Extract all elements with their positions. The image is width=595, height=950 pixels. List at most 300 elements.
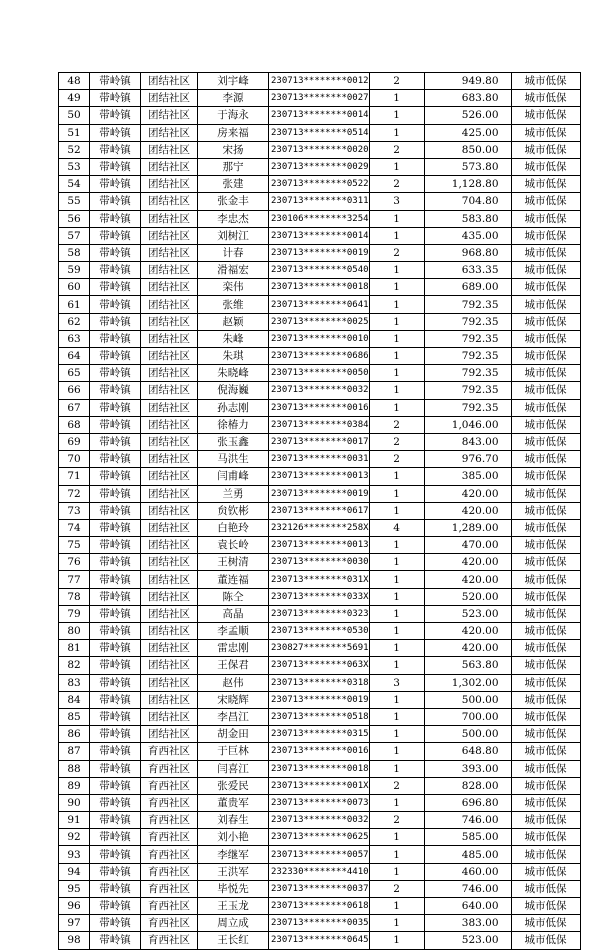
community-cell: 育西社区 — [141, 760, 198, 777]
town-cell: 带岭镇 — [90, 880, 141, 897]
community-cell: 团结社区 — [141, 571, 198, 588]
name-cell: 徐椿力 — [198, 416, 269, 433]
household-count-cell: 1 — [369, 794, 424, 811]
row-number: 52 — [59, 141, 90, 158]
name-cell: 兰勇 — [198, 485, 269, 502]
row-number: 51 — [59, 124, 90, 141]
id-number-cell: 230713********0057 — [269, 846, 370, 863]
town-cell: 带岭镇 — [90, 812, 141, 829]
town-cell: 带岭镇 — [90, 193, 141, 210]
amount-cell: 435.00 — [424, 227, 511, 244]
table-row — [59, 141, 581, 158]
id-number-cell: 230713********0073 — [269, 794, 370, 811]
town-cell: 带岭镇 — [90, 898, 141, 915]
community-cell: 团结社区 — [141, 193, 198, 210]
table-row — [59, 932, 581, 949]
assistance-type-cell: 城市低保 — [511, 537, 580, 554]
household-count-cell: 2 — [369, 451, 424, 468]
amount-cell: 792.35 — [424, 348, 511, 365]
household-count-cell: 1 — [369, 829, 424, 846]
household-count-cell: 1 — [369, 623, 424, 640]
household-count-cell: 1 — [369, 502, 424, 519]
assistance-type-cell: 城市低保 — [511, 485, 580, 502]
id-number-cell: 230713********0025 — [269, 313, 370, 330]
row-number: 48 — [59, 73, 90, 90]
household-count-cell: 1 — [369, 330, 424, 347]
row-number: 72 — [59, 485, 90, 502]
household-count-cell: 2 — [369, 812, 424, 829]
name-cell: 高晶 — [198, 605, 269, 622]
id-number-cell: 230713********033X — [269, 588, 370, 605]
table-row — [59, 296, 581, 313]
name-cell: 李继军 — [198, 846, 269, 863]
table-row — [59, 537, 581, 554]
assistance-type-cell: 城市低保 — [511, 898, 580, 915]
row-number: 68 — [59, 416, 90, 433]
assistance-type-cell: 城市低保 — [511, 691, 580, 708]
amount-cell: 828.00 — [424, 777, 511, 794]
name-cell: 李孟顺 — [198, 623, 269, 640]
community-cell: 育西社区 — [141, 829, 198, 846]
amount-cell: 383.00 — [424, 915, 511, 932]
assistance-type-cell: 城市低保 — [511, 262, 580, 279]
amount-cell: 976.70 — [424, 451, 511, 468]
household-count-cell: 1 — [369, 915, 424, 932]
household-count-cell: 1 — [369, 657, 424, 674]
community-cell: 团结社区 — [141, 554, 198, 571]
town-cell: 带岭镇 — [90, 743, 141, 760]
household-count-cell: 1 — [369, 158, 424, 175]
name-cell: 宋扬 — [198, 141, 269, 158]
id-number-cell: 232126********258X — [269, 519, 370, 536]
household-count-cell: 1 — [369, 365, 424, 382]
row-number: 75 — [59, 537, 90, 554]
amount-cell: 843.00 — [424, 433, 511, 450]
row-number: 57 — [59, 227, 90, 244]
id-number-cell: 230713********0019 — [269, 244, 370, 261]
town-cell: 带岭镇 — [90, 708, 141, 725]
town-cell: 带岭镇 — [90, 279, 141, 296]
id-number-cell: 230713********0050 — [269, 365, 370, 382]
amount-cell: 746.00 — [424, 880, 511, 897]
id-number-cell: 230713********0032 — [269, 812, 370, 829]
community-cell: 团结社区 — [141, 708, 198, 725]
household-count-cell: 1 — [369, 571, 424, 588]
id-number-cell: 230106********3254 — [269, 210, 370, 227]
id-number-cell: 230713********0012 — [269, 73, 370, 90]
allowance-table — [58, 72, 581, 950]
name-cell: 刘小艳 — [198, 829, 269, 846]
id-number-cell: 230713********0013 — [269, 468, 370, 485]
household-count-cell: 1 — [369, 743, 424, 760]
assistance-type-cell: 城市低保 — [511, 794, 580, 811]
town-cell: 带岭镇 — [90, 416, 141, 433]
community-cell: 团结社区 — [141, 141, 198, 158]
table-row — [59, 588, 581, 605]
household-count-cell: 1 — [369, 726, 424, 743]
row-number: 60 — [59, 279, 90, 296]
id-number-cell: 230713********0019 — [269, 485, 370, 502]
name-cell: 闫喜江 — [198, 760, 269, 777]
name-cell: 张维 — [198, 296, 269, 313]
household-count-cell: 2 — [369, 433, 424, 450]
assistance-type-cell: 城市低保 — [511, 623, 580, 640]
name-cell: 周立成 — [198, 915, 269, 932]
name-cell: 雷忠刚 — [198, 640, 269, 657]
amount-cell: 420.00 — [424, 623, 511, 640]
row-number: 95 — [59, 880, 90, 897]
row-number: 58 — [59, 244, 90, 261]
id-number-cell: 230713********063X — [269, 657, 370, 674]
amount-cell: 1,128.80 — [424, 176, 511, 193]
amount-cell: 1,289.00 — [424, 519, 511, 536]
name-cell: 李忠杰 — [198, 210, 269, 227]
town-cell: 带岭镇 — [90, 262, 141, 279]
town-cell: 带岭镇 — [90, 451, 141, 468]
household-count-cell: 1 — [369, 468, 424, 485]
town-cell: 带岭镇 — [90, 554, 141, 571]
id-number-cell: 230713********0323 — [269, 605, 370, 622]
assistance-type-cell: 城市低保 — [511, 90, 580, 107]
town-cell: 带岭镇 — [90, 794, 141, 811]
table-row — [59, 158, 581, 175]
household-count-cell: 1 — [369, 296, 424, 313]
row-number: 97 — [59, 915, 90, 932]
row-number: 56 — [59, 210, 90, 227]
town-cell: 带岭镇 — [90, 73, 141, 90]
town-cell: 带岭镇 — [90, 571, 141, 588]
row-number: 76 — [59, 554, 90, 571]
table-row — [59, 468, 581, 485]
assistance-type-cell: 城市低保 — [511, 829, 580, 846]
assistance-type-cell: 城市低保 — [511, 451, 580, 468]
community-cell: 团结社区 — [141, 176, 198, 193]
household-count-cell: 2 — [369, 73, 424, 90]
name-cell: 袁长岭 — [198, 537, 269, 554]
id-number-cell: 230713********0618 — [269, 898, 370, 915]
row-number: 91 — [59, 812, 90, 829]
town-cell: 带岭镇 — [90, 588, 141, 605]
town-cell: 带岭镇 — [90, 485, 141, 502]
id-number-cell: 230713********0530 — [269, 623, 370, 640]
town-cell: 带岭镇 — [90, 657, 141, 674]
name-cell: 倪海巍 — [198, 382, 269, 399]
row-number: 88 — [59, 760, 90, 777]
name-cell: 李昌江 — [198, 708, 269, 725]
name-cell: 朱峰 — [198, 330, 269, 347]
town-cell: 带岭镇 — [90, 674, 141, 691]
household-count-cell: 1 — [369, 90, 424, 107]
id-number-cell: 230713********0035 — [269, 915, 370, 932]
name-cell: 朱晓峰 — [198, 365, 269, 382]
table-row — [59, 777, 581, 794]
amount-cell: 420.00 — [424, 571, 511, 588]
community-cell: 团结社区 — [141, 244, 198, 261]
row-number: 65 — [59, 365, 90, 382]
assistance-type-cell: 城市低保 — [511, 846, 580, 863]
row-number: 49 — [59, 90, 90, 107]
assistance-type-cell: 城市低保 — [511, 571, 580, 588]
assistance-type-cell: 城市低保 — [511, 674, 580, 691]
name-cell: 董连福 — [198, 571, 269, 588]
community-cell: 育西社区 — [141, 932, 198, 949]
id-number-cell: 230713********0518 — [269, 708, 370, 725]
name-cell: 朱琪 — [198, 348, 269, 365]
community-cell: 团结社区 — [141, 519, 198, 536]
assistance-type-cell: 城市低保 — [511, 932, 580, 949]
name-cell: 闫甫峰 — [198, 468, 269, 485]
household-count-cell: 2 — [369, 416, 424, 433]
amount-cell: 792.35 — [424, 365, 511, 382]
id-number-cell: 230713********0625 — [269, 829, 370, 846]
assistance-type-cell: 城市低保 — [511, 605, 580, 622]
table-row — [59, 451, 581, 468]
household-count-cell: 2 — [369, 880, 424, 897]
amount-cell: 520.00 — [424, 588, 511, 605]
town-cell: 带岭镇 — [90, 296, 141, 313]
row-number: 96 — [59, 898, 90, 915]
amount-cell: 696.80 — [424, 794, 511, 811]
household-count-cell: 1 — [369, 588, 424, 605]
row-number: 85 — [59, 708, 90, 725]
community-cell: 团结社区 — [141, 468, 198, 485]
id-number-cell: 230713********0514 — [269, 124, 370, 141]
table-row — [59, 829, 581, 846]
assistance-type-cell: 城市低保 — [511, 330, 580, 347]
table-row — [59, 416, 581, 433]
amount-cell: 420.00 — [424, 485, 511, 502]
id-number-cell: 230713********0522 — [269, 176, 370, 193]
id-number-cell: 230713********0686 — [269, 348, 370, 365]
row-number: 62 — [59, 313, 90, 330]
row-number: 93 — [59, 846, 90, 863]
name-cell: 于巨林 — [198, 743, 269, 760]
amount-cell: 648.80 — [424, 743, 511, 760]
amount-cell: 420.00 — [424, 554, 511, 571]
town-cell: 带岭镇 — [90, 537, 141, 554]
name-cell: 房来福 — [198, 124, 269, 141]
community-cell: 团结社区 — [141, 348, 198, 365]
id-number-cell: 230713********0645 — [269, 932, 370, 949]
community-cell: 团结社区 — [141, 365, 198, 382]
community-cell: 团结社区 — [141, 279, 198, 296]
amount-cell: 425.00 — [424, 124, 511, 141]
table-row — [59, 399, 581, 416]
table-row — [59, 279, 581, 296]
amount-cell: 633.35 — [424, 262, 511, 279]
town-cell: 带岭镇 — [90, 90, 141, 107]
table-row — [59, 433, 581, 450]
household-count-cell: 1 — [369, 227, 424, 244]
name-cell: 王洪军 — [198, 863, 269, 880]
town-cell: 带岭镇 — [90, 124, 141, 141]
amount-cell: 500.00 — [424, 691, 511, 708]
community-cell: 育西社区 — [141, 812, 198, 829]
name-cell: 刘树江 — [198, 227, 269, 244]
town-cell: 带岭镇 — [90, 433, 141, 450]
assistance-type-cell: 城市低保 — [511, 468, 580, 485]
community-cell: 育西社区 — [141, 898, 198, 915]
household-count-cell: 1 — [369, 932, 424, 949]
amount-cell: 526.00 — [424, 107, 511, 124]
row-number: 70 — [59, 451, 90, 468]
household-count-cell: 1 — [369, 537, 424, 554]
community-cell: 团结社区 — [141, 210, 198, 227]
table-row — [59, 674, 581, 691]
name-cell: 李源 — [198, 90, 269, 107]
community-cell: 团结社区 — [141, 640, 198, 657]
row-number: 71 — [59, 468, 90, 485]
assistance-type-cell: 城市低保 — [511, 365, 580, 382]
household-count-cell: 1 — [369, 313, 424, 330]
name-cell: 张建 — [198, 176, 269, 193]
household-count-cell: 1 — [369, 262, 424, 279]
town-cell: 带岭镇 — [90, 348, 141, 365]
amount-cell: 460.00 — [424, 863, 511, 880]
amount-cell: 968.80 — [424, 244, 511, 261]
row-number: 55 — [59, 193, 90, 210]
table-row — [59, 880, 581, 897]
row-number: 73 — [59, 502, 90, 519]
assistance-type-cell: 城市低保 — [511, 880, 580, 897]
town-cell: 带岭镇 — [90, 846, 141, 863]
assistance-type-cell: 城市低保 — [511, 519, 580, 536]
amount-cell: 850.00 — [424, 141, 511, 158]
name-cell: 刘春生 — [198, 812, 269, 829]
community-cell: 育西社区 — [141, 846, 198, 863]
name-cell: 毕悦先 — [198, 880, 269, 897]
table-row — [59, 73, 581, 90]
row-number: 50 — [59, 107, 90, 124]
amount-cell: 792.35 — [424, 330, 511, 347]
household-count-cell: 1 — [369, 708, 424, 725]
community-cell: 团结社区 — [141, 433, 198, 450]
table-row — [59, 640, 581, 657]
town-cell: 带岭镇 — [90, 141, 141, 158]
town-cell: 带岭镇 — [90, 760, 141, 777]
id-number-cell: 230713********0014 — [269, 107, 370, 124]
household-count-cell: 1 — [369, 399, 424, 416]
name-cell: 赵颖 — [198, 313, 269, 330]
community-cell: 团结社区 — [141, 399, 198, 416]
name-cell: 栾伟 — [198, 279, 269, 296]
community-cell: 团结社区 — [141, 588, 198, 605]
household-count-cell: 2 — [369, 244, 424, 261]
town-cell: 带岭镇 — [90, 176, 141, 193]
household-count-cell: 3 — [369, 193, 424, 210]
id-number-cell: 230713********031X — [269, 571, 370, 588]
row-number: 74 — [59, 519, 90, 536]
id-number-cell: 230713********0029 — [269, 158, 370, 175]
row-number: 59 — [59, 262, 90, 279]
id-number-cell: 230713********0031 — [269, 451, 370, 468]
id-number-cell: 230713********0013 — [269, 537, 370, 554]
id-number-cell: 230713********0617 — [269, 502, 370, 519]
household-count-cell: 1 — [369, 605, 424, 622]
community-cell: 育西社区 — [141, 794, 198, 811]
town-cell: 带岭镇 — [90, 468, 141, 485]
assistance-type-cell: 城市低保 — [511, 382, 580, 399]
id-number-cell: 230713********0014 — [269, 227, 370, 244]
community-cell: 育西社区 — [141, 777, 198, 794]
assistance-type-cell: 城市低保 — [511, 73, 580, 90]
table-row — [59, 915, 581, 932]
assistance-type-cell: 城市低保 — [511, 726, 580, 743]
community-cell: 团结社区 — [141, 485, 198, 502]
amount-cell: 485.00 — [424, 846, 511, 863]
name-cell: 滑福宏 — [198, 262, 269, 279]
community-cell: 育西社区 — [141, 863, 198, 880]
name-cell: 刘宇峰 — [198, 73, 269, 90]
town-cell: 带岭镇 — [90, 829, 141, 846]
id-number-cell: 230713********0016 — [269, 743, 370, 760]
household-count-cell: 2 — [369, 176, 424, 193]
household-count-cell: 1 — [369, 554, 424, 571]
name-cell: 马洪生 — [198, 451, 269, 468]
amount-cell: 583.80 — [424, 210, 511, 227]
community-cell: 团结社区 — [141, 691, 198, 708]
household-count-cell: 1 — [369, 485, 424, 502]
community-cell: 团结社区 — [141, 623, 198, 640]
household-count-cell: 1 — [369, 348, 424, 365]
household-count-cell: 3 — [369, 674, 424, 691]
name-cell: 张玉鑫 — [198, 433, 269, 450]
assistance-type-cell: 城市低保 — [511, 760, 580, 777]
id-number-cell: 232330********4410 — [269, 863, 370, 880]
row-number: 84 — [59, 691, 90, 708]
name-cell: 张爱民 — [198, 777, 269, 794]
amount-cell: 523.00 — [424, 605, 511, 622]
id-number-cell: 230713********0318 — [269, 674, 370, 691]
household-count-cell: 2 — [369, 141, 424, 158]
table-row — [59, 743, 581, 760]
name-cell: 计春 — [198, 244, 269, 261]
town-cell: 带岭镇 — [90, 605, 141, 622]
amount-cell: 585.00 — [424, 829, 511, 846]
town-cell: 带岭镇 — [90, 313, 141, 330]
assistance-type-cell: 城市低保 — [511, 399, 580, 416]
row-number: 77 — [59, 571, 90, 588]
table-row — [59, 330, 581, 347]
row-number: 66 — [59, 382, 90, 399]
amount-cell: 500.00 — [424, 726, 511, 743]
table-row — [59, 90, 581, 107]
table-row — [59, 485, 581, 502]
row-number: 86 — [59, 726, 90, 743]
row-number: 67 — [59, 399, 90, 416]
community-cell: 团结社区 — [141, 537, 198, 554]
community-cell: 团结社区 — [141, 416, 198, 433]
table-row — [59, 519, 581, 536]
id-number-cell: 230713********0030 — [269, 554, 370, 571]
name-cell: 张金丰 — [198, 193, 269, 210]
name-cell: 赵伟 — [198, 674, 269, 691]
town-cell: 带岭镇 — [90, 244, 141, 261]
town-cell: 带岭镇 — [90, 640, 141, 657]
assistance-type-cell: 城市低保 — [511, 640, 580, 657]
assistance-type-cell: 城市低保 — [511, 244, 580, 261]
table-row — [59, 176, 581, 193]
household-count-cell: 1 — [369, 691, 424, 708]
assistance-type-cell: 城市低保 — [511, 588, 580, 605]
town-cell: 带岭镇 — [90, 726, 141, 743]
amount-cell: 949.80 — [424, 73, 511, 90]
id-number-cell: 230713********001X — [269, 777, 370, 794]
amount-cell: 700.00 — [424, 708, 511, 725]
community-cell: 团结社区 — [141, 605, 198, 622]
assistance-type-cell: 城市低保 — [511, 176, 580, 193]
name-cell: 王树清 — [198, 554, 269, 571]
